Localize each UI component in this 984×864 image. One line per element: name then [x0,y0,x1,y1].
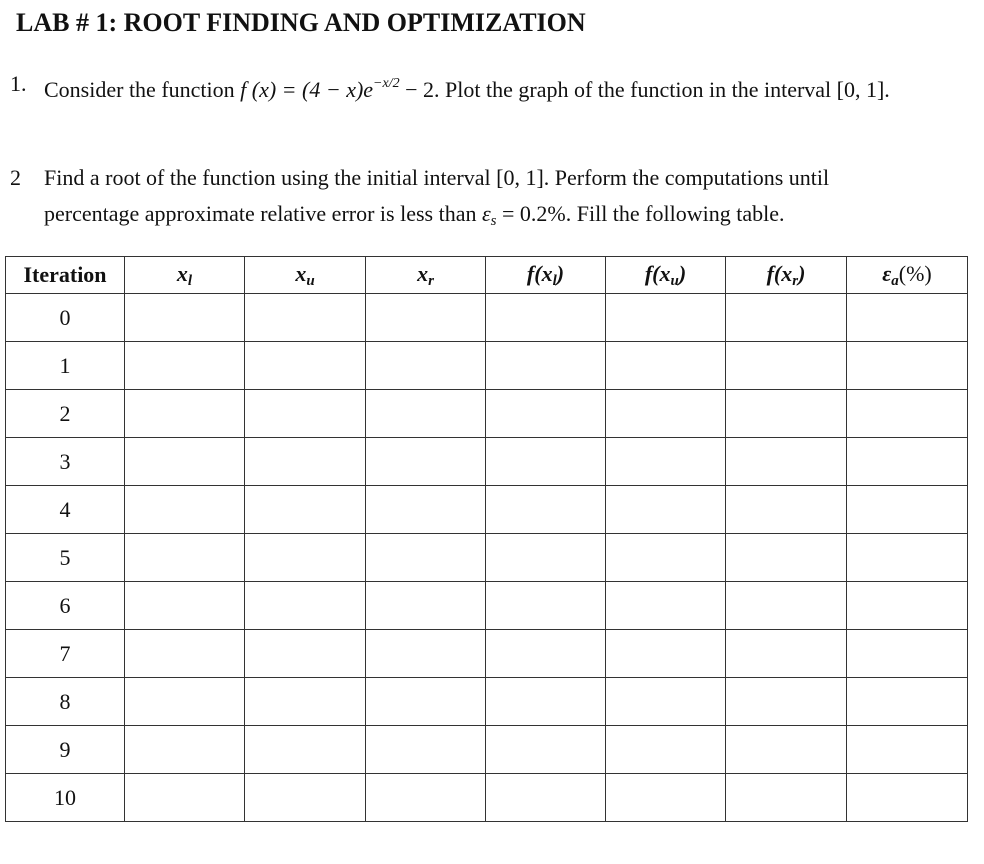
empty-cell[interactable] [486,534,606,582]
empty-cell[interactable] [606,678,726,726]
empty-cell[interactable] [366,774,486,822]
empty-cell[interactable] [366,486,486,534]
empty-cell[interactable] [726,438,847,486]
question-1-rest: . Plot the graph of the function in the interval [0, 1]. [434,77,890,102]
empty-cell[interactable] [726,630,847,678]
empty-cell[interactable] [245,582,366,630]
empty-cell[interactable] [125,774,245,822]
empty-cell[interactable] [125,486,245,534]
empty-cell[interactable] [245,774,366,822]
empty-cell[interactable] [366,294,486,342]
iteration-number: 0 [6,294,125,342]
question-2-line2-tail: = 0.2%. Fill the following table. [496,201,785,226]
empty-cell[interactable] [486,678,606,726]
table-header-row [6,257,968,294]
empty-cell[interactable] [606,486,726,534]
empty-cell[interactable] [726,486,847,534]
empty-cell[interactable] [125,534,245,582]
empty-cell[interactable] [606,534,726,582]
function-exponent: −x/2 [373,76,400,91]
empty-cell[interactable] [847,678,968,726]
empty-cell[interactable] [726,294,847,342]
empty-cell[interactable] [245,438,366,486]
empty-cell[interactable] [606,582,726,630]
table-row [6,726,968,774]
empty-cell[interactable] [125,342,245,390]
empty-cell[interactable] [726,726,847,774]
iteration-number: 8 [6,678,125,726]
empty-cell[interactable] [125,630,245,678]
empty-cell[interactable] [245,630,366,678]
epsilon-symbol: ε [481,201,491,226]
table-row [6,774,968,822]
empty-cell[interactable] [726,342,847,390]
empty-cell[interactable] [245,342,366,390]
table-row [6,438,968,486]
empty-cell[interactable] [847,534,968,582]
iteration-number: 7 [6,630,125,678]
question-2-line2-lead: percentage approximate relative error is less than [44,201,477,226]
empty-cell[interactable] [366,390,486,438]
empty-cell[interactable] [245,534,366,582]
empty-cell[interactable] [606,390,726,438]
empty-cell[interactable] [847,390,968,438]
function-expression: f (x) = (4 − x)e [240,77,374,102]
empty-cell[interactable] [125,678,245,726]
empty-cell[interactable] [606,342,726,390]
header-xu: xu [245,257,366,294]
empty-cell[interactable] [366,438,486,486]
empty-cell[interactable] [245,486,366,534]
table-row [6,486,968,534]
empty-cell[interactable] [486,294,606,342]
empty-cell[interactable] [847,294,968,342]
table-row [6,582,968,630]
empty-cell[interactable] [245,726,366,774]
header-fxu: f(xu) [606,257,726,294]
iteration-number: 3 [6,438,125,486]
empty-cell[interactable] [366,726,486,774]
iteration-number: 1 [6,342,125,390]
empty-cell[interactable] [125,726,245,774]
header-xl: xl [125,257,245,294]
iteration-table [5,256,968,822]
empty-cell[interactable] [486,342,606,390]
table-row [6,342,968,390]
question-1-number: 1. [10,71,27,96]
header-fxr: f(xr) [726,257,847,294]
iteration-number: 4 [6,486,125,534]
table-row [6,678,968,726]
empty-cell[interactable] [245,678,366,726]
empty-cell[interactable] [245,390,366,438]
empty-cell[interactable] [847,342,968,390]
empty-cell[interactable] [726,582,847,630]
empty-cell[interactable] [847,582,968,630]
header-fxl: f(xl) [486,257,606,294]
page-title: LAB # 1: ROOT FINDING AND OPTIMIZATION [16,8,586,37]
iteration-number: 6 [6,582,125,630]
iteration-number: 10 [6,774,125,822]
empty-cell[interactable] [486,582,606,630]
header-ea: εa(%) [847,257,968,294]
empty-cell[interactable] [125,438,245,486]
function-tail: − 2 [399,77,435,102]
question-1-lead: Consider the function [44,77,235,102]
empty-cell[interactable] [125,582,245,630]
empty-cell[interactable] [606,294,726,342]
empty-cell[interactable] [486,726,606,774]
epsilon-subscript: s [490,213,497,229]
empty-cell[interactable] [606,774,726,822]
empty-cell[interactable] [847,438,968,486]
iteration-number: 5 [6,534,125,582]
empty-cell[interactable] [606,630,726,678]
empty-cell[interactable] [125,294,245,342]
empty-cell[interactable] [245,294,366,342]
table-row [6,534,968,582]
empty-cell[interactable] [366,630,486,678]
empty-cell[interactable] [366,534,486,582]
header-xr: xr [366,257,486,294]
empty-cell[interactable] [726,534,847,582]
empty-cell[interactable] [847,726,968,774]
empty-cell[interactable] [486,774,606,822]
empty-cell[interactable] [366,678,486,726]
empty-cell[interactable] [486,438,606,486]
empty-cell[interactable] [486,630,606,678]
empty-cell[interactable] [847,486,968,534]
empty-cell[interactable] [847,630,968,678]
empty-cell[interactable] [726,678,847,726]
question-2-text [44,160,964,239]
empty-cell[interactable] [125,390,245,438]
table-row [6,630,968,678]
question-2-number: 2 [10,165,21,190]
empty-cell[interactable] [606,726,726,774]
empty-cell[interactable] [847,774,968,822]
iteration-number: 9 [6,726,125,774]
table-row [6,294,968,342]
empty-cell[interactable] [366,342,486,390]
iteration-number: 2 [6,390,125,438]
question-2-line1: Find a root of the function using the initial interval [0, 1]. Perform the computations until [44,165,830,190]
empty-cell[interactable] [366,582,486,630]
header-iteration: Iteration [6,257,125,294]
table-row [6,390,968,438]
empty-cell[interactable] [726,390,847,438]
empty-cell[interactable] [606,438,726,486]
empty-cell[interactable] [726,774,847,822]
question-1-text [44,66,964,108]
empty-cell[interactable] [486,486,606,534]
empty-cell[interactable] [486,390,606,438]
